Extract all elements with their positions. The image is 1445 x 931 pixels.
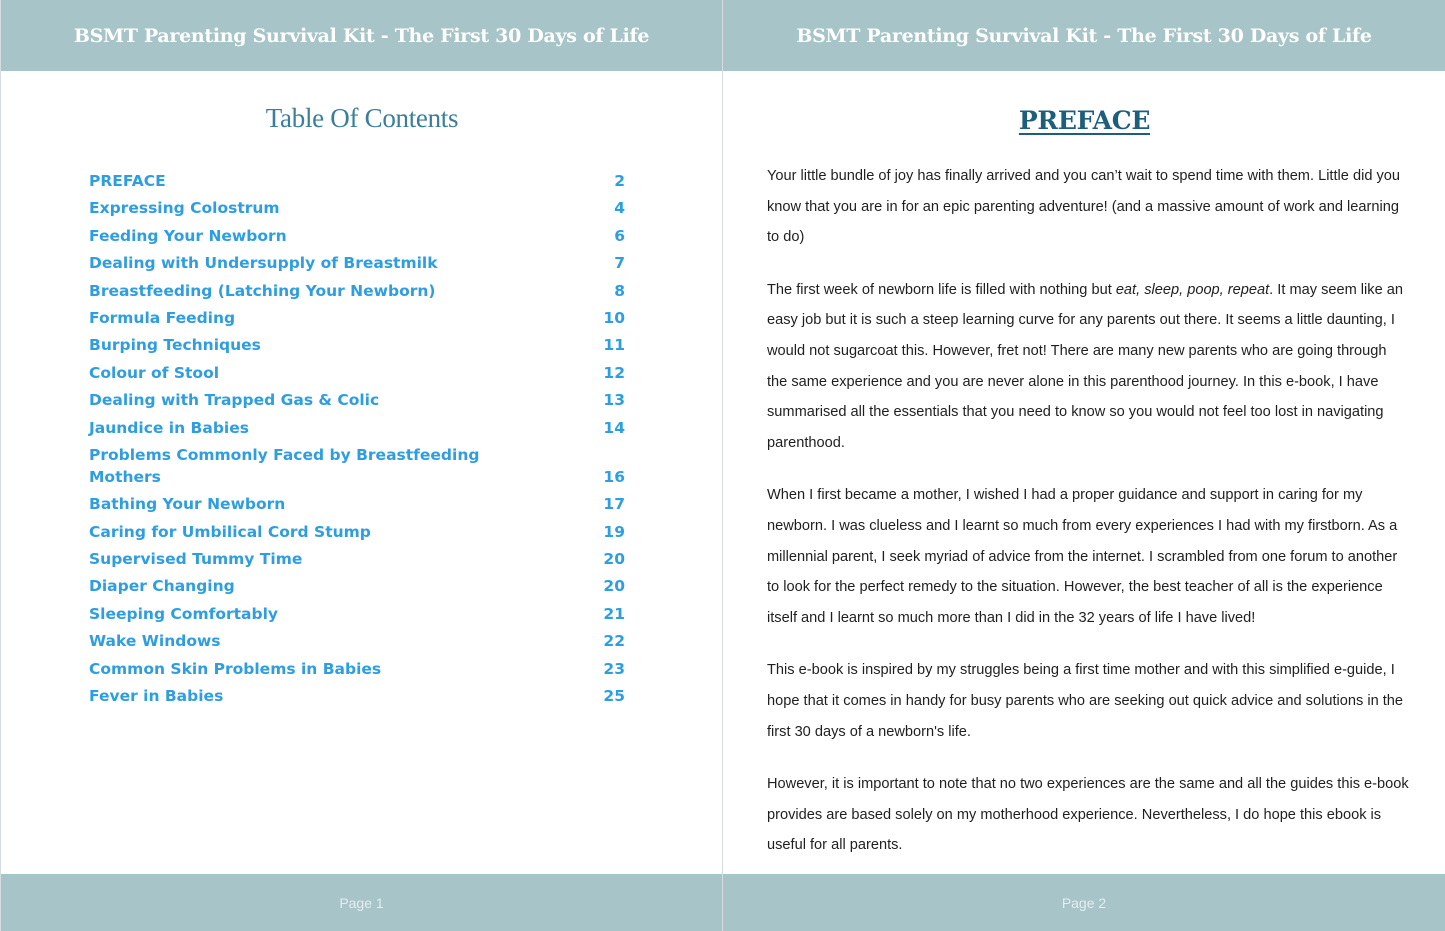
toc-item[interactable] bbox=[89, 603, 625, 625]
paragraph-text: The first week of newborn life is filled with nothing but bbox=[767, 281, 1116, 298]
toc-item[interactable] bbox=[89, 521, 625, 543]
toc-item[interactable] bbox=[89, 548, 625, 570]
toc-label: PREFACE bbox=[89, 172, 166, 190]
page-footer bbox=[1, 874, 722, 931]
toc-page-number: 17 bbox=[603, 495, 625, 514]
toc-label: Bathing Your Newborn bbox=[89, 495, 286, 514]
toc-label: Formula Feeding bbox=[89, 308, 236, 327]
toc-page-number: 16 bbox=[603, 467, 625, 486]
toc-label: Expressing Colostrum bbox=[89, 199, 280, 218]
toc-label: Common Skin Problems in Babies bbox=[89, 659, 382, 678]
toc-label: Caring for Umbilical Cord Stump bbox=[89, 522, 371, 541]
toc-item[interactable] bbox=[89, 417, 625, 439]
toc-label: Problems Commonly Faced by Breastfeeding Mothers bbox=[89, 445, 480, 486]
toc-page-number: 8 bbox=[614, 281, 625, 300]
toc-label: Fever in Babies bbox=[89, 687, 224, 706]
toc-item[interactable] bbox=[89, 280, 625, 302]
page-number: Page 2 bbox=[1061, 894, 1107, 911]
toc-item[interactable] bbox=[89, 575, 625, 597]
toc-page-number: 19 bbox=[603, 522, 625, 541]
toc-label: Burping Techniques bbox=[89, 336, 261, 355]
toc-item[interactable] bbox=[89, 685, 625, 707]
toc-page-number: 14 bbox=[603, 418, 625, 437]
toc-item[interactable] bbox=[89, 252, 625, 274]
toc-page-number: 7 bbox=[614, 254, 625, 273]
toc-item[interactable] bbox=[89, 307, 625, 329]
paragraph-text: . It may seem like an easy job but it is such a steep learning curve for any parents out there. It seems a little daunting, I would not sugarcoat this. However, fret not! There are many new parents who are going through the same experience and you are never alone in this parenthood journey. In this e-book, I have summarised all the essentials that you need to know so you would not feel too lost in navigating parenthood. bbox=[767, 281, 1403, 451]
toc-label: Sleeping Comfortably bbox=[89, 604, 279, 623]
toc-title: Table Of Contents bbox=[265, 103, 459, 133]
toc-item[interactable] bbox=[89, 197, 625, 219]
toc-item[interactable] bbox=[89, 362, 625, 384]
header-title: BSMT Parenting Survival Kit - The First 30 Days of Life bbox=[796, 24, 1372, 47]
toc-label: Supervised Tummy Time bbox=[89, 550, 303, 569]
toc-label: Feeding Your Newborn bbox=[89, 226, 287, 245]
toc-page-number: 21 bbox=[603, 604, 625, 623]
toc-item[interactable] bbox=[89, 225, 625, 247]
toc-page-number: 22 bbox=[603, 632, 625, 651]
toc-label: Diaper Changing bbox=[89, 577, 235, 596]
toc-page-number: 13 bbox=[603, 391, 625, 410]
toc-page-number: 12 bbox=[603, 363, 625, 382]
preface-heading bbox=[723, 106, 1445, 135]
toc-label: Wake Windows bbox=[89, 632, 221, 651]
toc-page-number: 25 bbox=[603, 687, 625, 706]
toc-page-number: 10 bbox=[603, 308, 625, 327]
toc-label: Jaundice in Babies bbox=[89, 418, 249, 437]
toc-item[interactable] bbox=[89, 389, 625, 411]
toc-page-number: 20 bbox=[603, 577, 625, 596]
toc-label: Dealing with Undersupply of Breastmilk bbox=[89, 254, 438, 273]
paragraph bbox=[767, 275, 1409, 459]
page-2 bbox=[722, 0, 1445, 931]
page-header bbox=[723, 0, 1445, 71]
paragraph: However, it is important to note that no two experiences are the same and all the guides this e-book provides are based solely on my motherhood experience. Nevertheless, I do hope this ebook is useful for all parents. bbox=[767, 776, 1409, 854]
toc-page-number: 6 bbox=[614, 226, 625, 245]
preface-body bbox=[767, 161, 1409, 883]
toc-page-number: 20 bbox=[603, 550, 625, 569]
toc-label: Breastfeeding (Latching Your Newborn) bbox=[89, 281, 436, 300]
toc-page-number: 4 bbox=[614, 199, 625, 218]
page-footer bbox=[723, 874, 1445, 931]
page-number: Page 1 bbox=[339, 894, 384, 911]
toc-item[interactable] bbox=[89, 493, 625, 515]
page-1 bbox=[0, 0, 722, 931]
toc-page-number: 2 bbox=[614, 172, 625, 190]
header-title: BSMT Parenting Survival Kit - The First 30 Days of Life bbox=[73, 24, 650, 47]
toc-item[interactable] bbox=[89, 658, 625, 680]
toc-list bbox=[89, 170, 625, 712]
paragraph: This e-book is inspired by my struggles being a first time mother and with this simplified e-guide, I hope that it comes in handy for busy parents who are seeking out quick advice and solutions in the first 30 days of a newborn's life. bbox=[767, 662, 1404, 740]
toc-item[interactable] bbox=[89, 444, 625, 488]
toc-page-number: 11 bbox=[603, 336, 625, 355]
toc-item[interactable] bbox=[89, 630, 625, 652]
toc-item[interactable] bbox=[89, 334, 625, 356]
emphasis-text: eat, sleep, poop, repeat bbox=[1115, 281, 1270, 298]
preface-title: PREFACE bbox=[1018, 106, 1151, 135]
paragraph: When I first became a mother, I wished I had a proper guidance and support in caring for my newborn. I was clueless and I learnt so much from every experiences I had with my firstborn. As a millennial parent, I seek myriad of advice from the internet. I scrambled from one forum to another to look for the perfect remedy to the situation. However, the best teacher of all is the experience itself and I learnt so much more than I did in the 32 years of life I have lived! bbox=[767, 487, 1398, 626]
toc-label: Colour of Stool bbox=[89, 363, 220, 382]
paragraph: Your little bundle of joy has finally arrived and you can’t wait to spend time with them. Little did you know that you are in for an epic parenting adventure! (and a massive amount of work and learning to do) bbox=[767, 168, 1401, 246]
page-header bbox=[1, 0, 722, 71]
toc-label: Dealing with Trapped Gas & Colic bbox=[89, 391, 380, 410]
toc-item[interactable] bbox=[89, 170, 625, 192]
toc-page-number: 23 bbox=[603, 659, 625, 678]
